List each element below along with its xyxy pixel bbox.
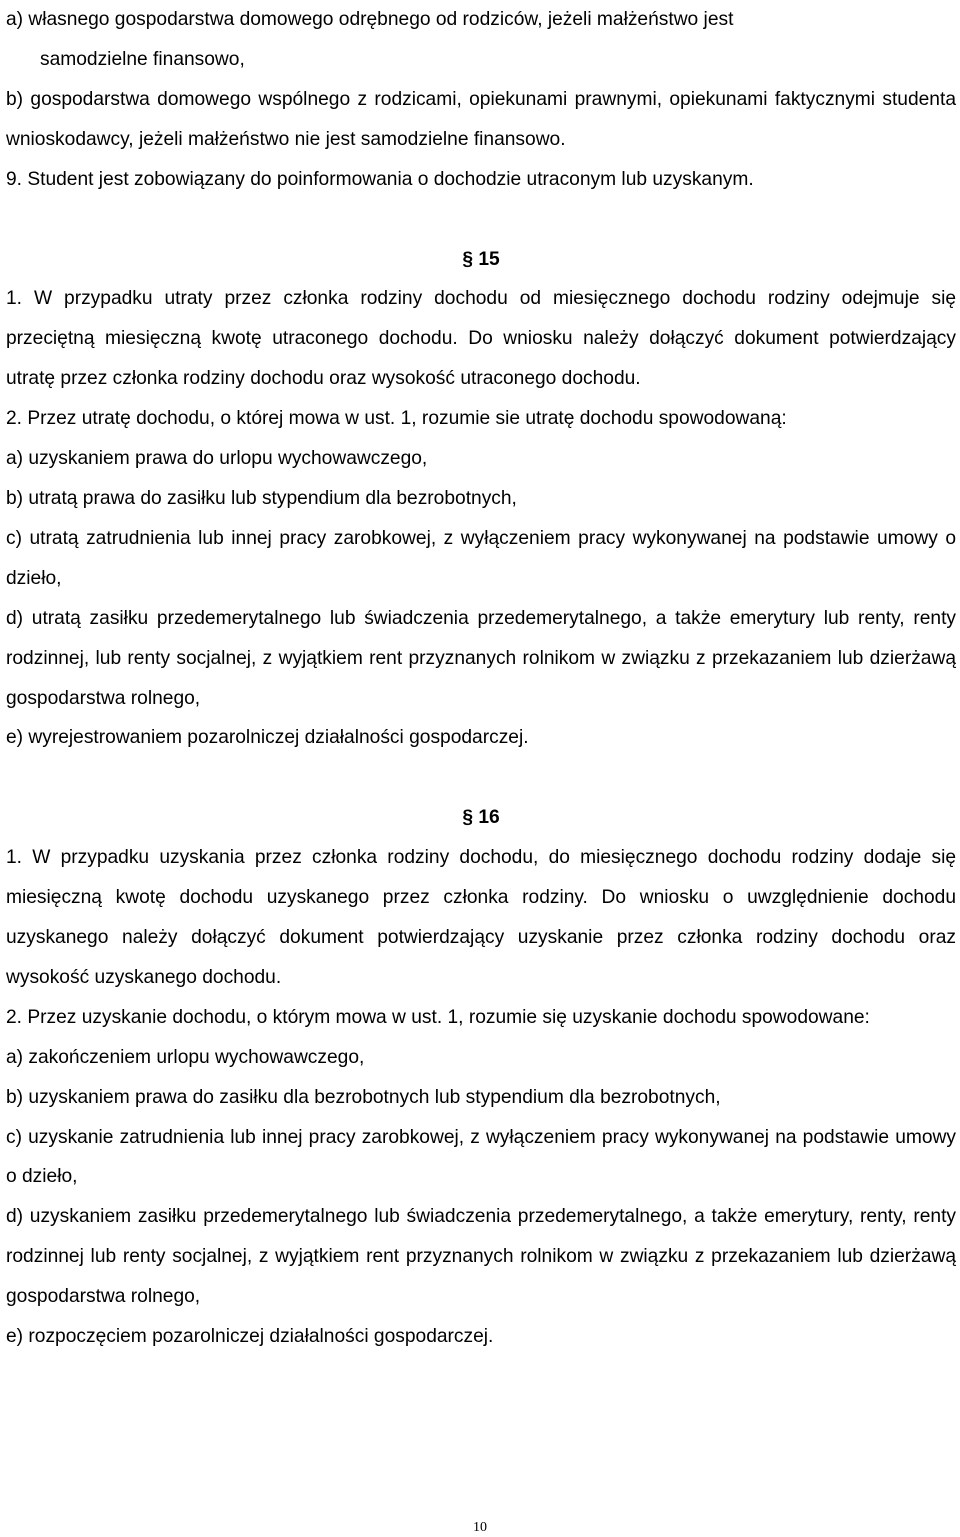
page-number: 10 bbox=[473, 1520, 487, 1535]
section-15-item-a: a) uzyskaniem prawa do urlopu wychowawczego, bbox=[6, 448, 428, 470]
section-16-paragraph-2: 2. Przez uzyskanie dochodu, o którym mowa w ust. 1, rozumie się uzyskanie dochodu spowodowane: bbox=[6, 1006, 870, 1028]
section-16-item-a: a) zakończeniem urlopu wychowawczego, bbox=[6, 1046, 365, 1068]
paragraph-8a-line2: samodzielne finansowo, bbox=[40, 48, 245, 70]
section-15-item-b: b) utratą prawa do zasiłku lub stypendium dla bezrobotnych, bbox=[6, 487, 517, 509]
section-15-paragraph-1: 1. W przypadku utraty przez członka rodziny dochodu od miesięcznego dochodu rodziny odejmuje się przeciętną miesięczną kwotę utraconego dochodu. Do wniosku należy dołączyć dokument potwierdzający utratę przez członka rodziny dochodu oraz wysokość utraconego dochodu. bbox=[6, 288, 956, 390]
document-page bbox=[6, 0, 956, 1357]
section-15-item-d: d) utratą zasiłku przedemerytalnego lub świadczenia przedemerytalnego, a także emerytury lub renty, renty rodzinnej, lub renty socjalnej, z wyjątkiem rent przyznanych rolnikom w związku z przekazaniem lub dzierżawą gospodarstwa rolnego, bbox=[6, 607, 956, 709]
section-16-item-b: b) uzyskaniem prawa do zasiłku dla bezrobotnych lub stypendium dla bezrobotnych, bbox=[6, 1086, 721, 1108]
paragraph-9: 9. Student jest zobowiązany do poinformowania o dochodzie utraconym lub uzyskanym. bbox=[6, 168, 754, 190]
section-16-heading: § 16 bbox=[462, 807, 500, 829]
spacer bbox=[6, 758, 956, 798]
section-15-item-c: c) utratą zatrudnienia lub innej pracy zarobkowej, z wyłączeniem pracy wykonywanej na podstawie umowy o dzieło, bbox=[6, 527, 956, 589]
section-15-paragraph-2: 2. Przez utratę dochodu, o której mowa w ust. 1, rozumie sie utratę dochodu spowodowaną: bbox=[6, 408, 787, 430]
section-16-item-c: c) uzyskanie zatrudnienia lub innej pracy zarobkowej, z wyłączeniem pracy wykonywanej na podstawie umowy o dzieło, bbox=[6, 1126, 956, 1188]
paragraph-8b: b) gospodarstwa domowego wspólnego z rodzicami, opiekunami prawnymi, opiekunami faktycznymi studenta wnioskodawcy, jeżeli małżeństwo nie jest samodzielne finansowo. bbox=[6, 88, 956, 150]
paragraph-8a-line1: a) własnego gospodarstwa domowego odrębnego od rodziców, jeżeli małżeństwo jest bbox=[6, 9, 734, 30]
section-16-item-d: d) uzyskaniem zasiłku przedemerytalnego lub świadczenia przedemerytalnego, a także emerytury, renty, renty rodzinnej lub renty socjalnej, z wyjątkiem rent przyznanych rolnikom w związku z przekazaniem lub dzierżawą gospodarstwa rolnego, bbox=[6, 1206, 956, 1308]
section-16-paragraph-1: 1. W przypadku uzyskania przez członka rodziny dochodu, do miesięcznego dochodu rodziny dodaje się miesięczną kwotę dochodu uzyskanego przez członka rodziny. Do wniosku o uwzględnienie dochodu uzyskanego należy dołączyć dokument potwierdzający uzyskanie przez członka rodziny dochodu oraz wysokość uzyskanego dochodu. bbox=[6, 847, 956, 988]
section-15-item-e: e) wyrejestrowaniem pozarolniczej działalności gospodarczej. bbox=[6, 727, 529, 749]
section-16-item-e: e) rozpoczęciem pozarolniczej działalności gospodarczej. bbox=[6, 1326, 494, 1348]
spacer bbox=[6, 200, 956, 240]
section-15-heading: § 15 bbox=[462, 248, 500, 270]
